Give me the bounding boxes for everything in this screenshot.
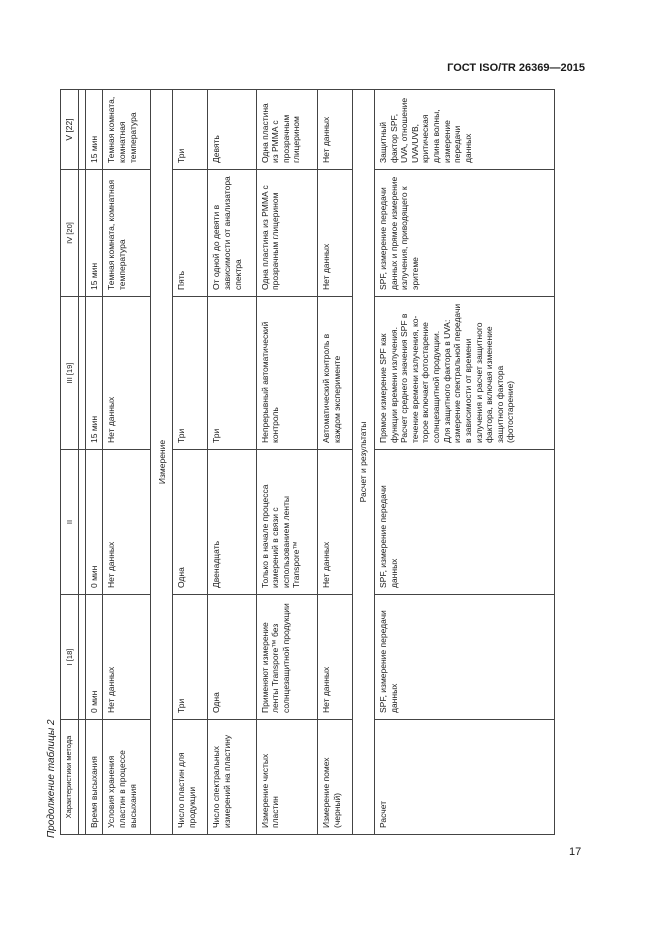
table-cell: Три [173,297,208,450]
page-number: 17 [569,846,582,858]
spacer-row [78,90,85,835]
table-cell: Темная комната, комнатная температура [103,90,151,170]
table-cell: Пять [173,170,208,297]
table-cell: 15 мин [85,90,103,170]
table-cell: Нет данных [318,450,353,595]
section-label: Измерение [151,90,173,835]
table-cell: От одной до девяти в зависимости от анализатора спектра [208,170,256,297]
table-cell: Девять [208,90,256,170]
table-cell: Одна [208,595,256,720]
table-cell: Автоматический контроль в каждом эксперименте [318,297,353,450]
table-row [173,90,208,835]
table-cell: Измерение чистых пластин [256,720,317,835]
table-cell: Три [173,595,208,720]
table-row [318,90,353,835]
table-cell: Темная комната, комнатная температура [103,170,151,297]
table-cell: Непрерывный автоматический контроль [256,297,317,450]
table-cell: Одна пластина из PMMA с прозрачным глицерином [256,90,317,170]
table-row [103,90,151,835]
table-cell: Нет данных [318,595,353,720]
table-cell: Нет данных [318,170,353,297]
column-header: I [18] [61,595,79,720]
table-row [85,90,103,835]
column-header: IV [20] [61,170,79,297]
section-label: Расчет и результаты [353,90,375,835]
table-row [256,90,317,835]
table-cell: Прямое измерение SPF как функции времени излучения. Расчет среднего значения SPF в течение времени излучения, которое включает фотостарение солнцезащитной продукции. Для защитного фактора в UVA: измерение спектральной передачи в зависимости от времени излучения и расчет защитного фактора, включая изменение защитного фактора (фотостарение) [374,297,554,450]
table-row [208,90,256,835]
standard-header: ГОСТ ISO/TR 26369—2015 [447,62,585,74]
table-cell: SPF, измерение передачи данных и прямое измерение излучения, приводящего к эритеме [374,170,554,297]
methods-comparison-table [60,89,555,835]
table-cell: 15 мин [85,297,103,450]
table-cell: Три [173,90,208,170]
column-header: V [22] [61,90,79,170]
table-cell: Одна [173,450,208,595]
table-cell: 0 мин [85,450,103,595]
rotated-table-wrapper [60,90,555,835]
table-cell: Защитный фактор SPF, UVA, отношение UVA/UVB, критическая длина волны, измерение передачи данных [374,90,554,170]
table-cell: Нет данных [103,297,151,450]
table-cell: Одна пластина из PMMA с прозрачным глицерином [256,170,317,297]
table-cell: Измерение помех (черный) [318,720,353,835]
column-header: III [19] [61,297,79,450]
table-cell: Три [208,297,256,450]
table-cell: Условия хранения пластин в процессе высыхания [103,720,151,835]
table-cell: SPF, измерение передачи данных [374,595,554,720]
table-cell: Время высыхания [85,720,103,835]
table-cell: SPF, измерение передачи данных [374,450,554,595]
column-header: II [61,450,79,595]
table-cell: Нет данных [103,450,151,595]
table-cell: Число спектральных измерений на пластину [208,720,256,835]
table-cell: Только в начале процесса измерений в связи с использованием ленты Transpore™ [256,450,317,595]
section-row [353,90,375,835]
column-header: Характеристики метода [61,720,79,835]
table-row [374,90,554,835]
section-row [151,90,173,835]
table-cell: Расчет [374,720,554,835]
table-cell: Применяют измерение ленты Transpore™ без солнцезащитной продукции [256,595,317,720]
table-continuation-caption: Продолжение таблицы 2 [46,719,57,838]
table-cell: Нет данных [318,90,353,170]
table-cell: Двенадцать [208,450,256,595]
table-header-row [61,90,79,835]
table-cell: 15 мин [85,170,103,297]
table-cell: Нет данных [103,595,151,720]
table-cell: 0 мин [85,595,103,720]
table-cell: Число пластин для продукции [173,720,208,835]
